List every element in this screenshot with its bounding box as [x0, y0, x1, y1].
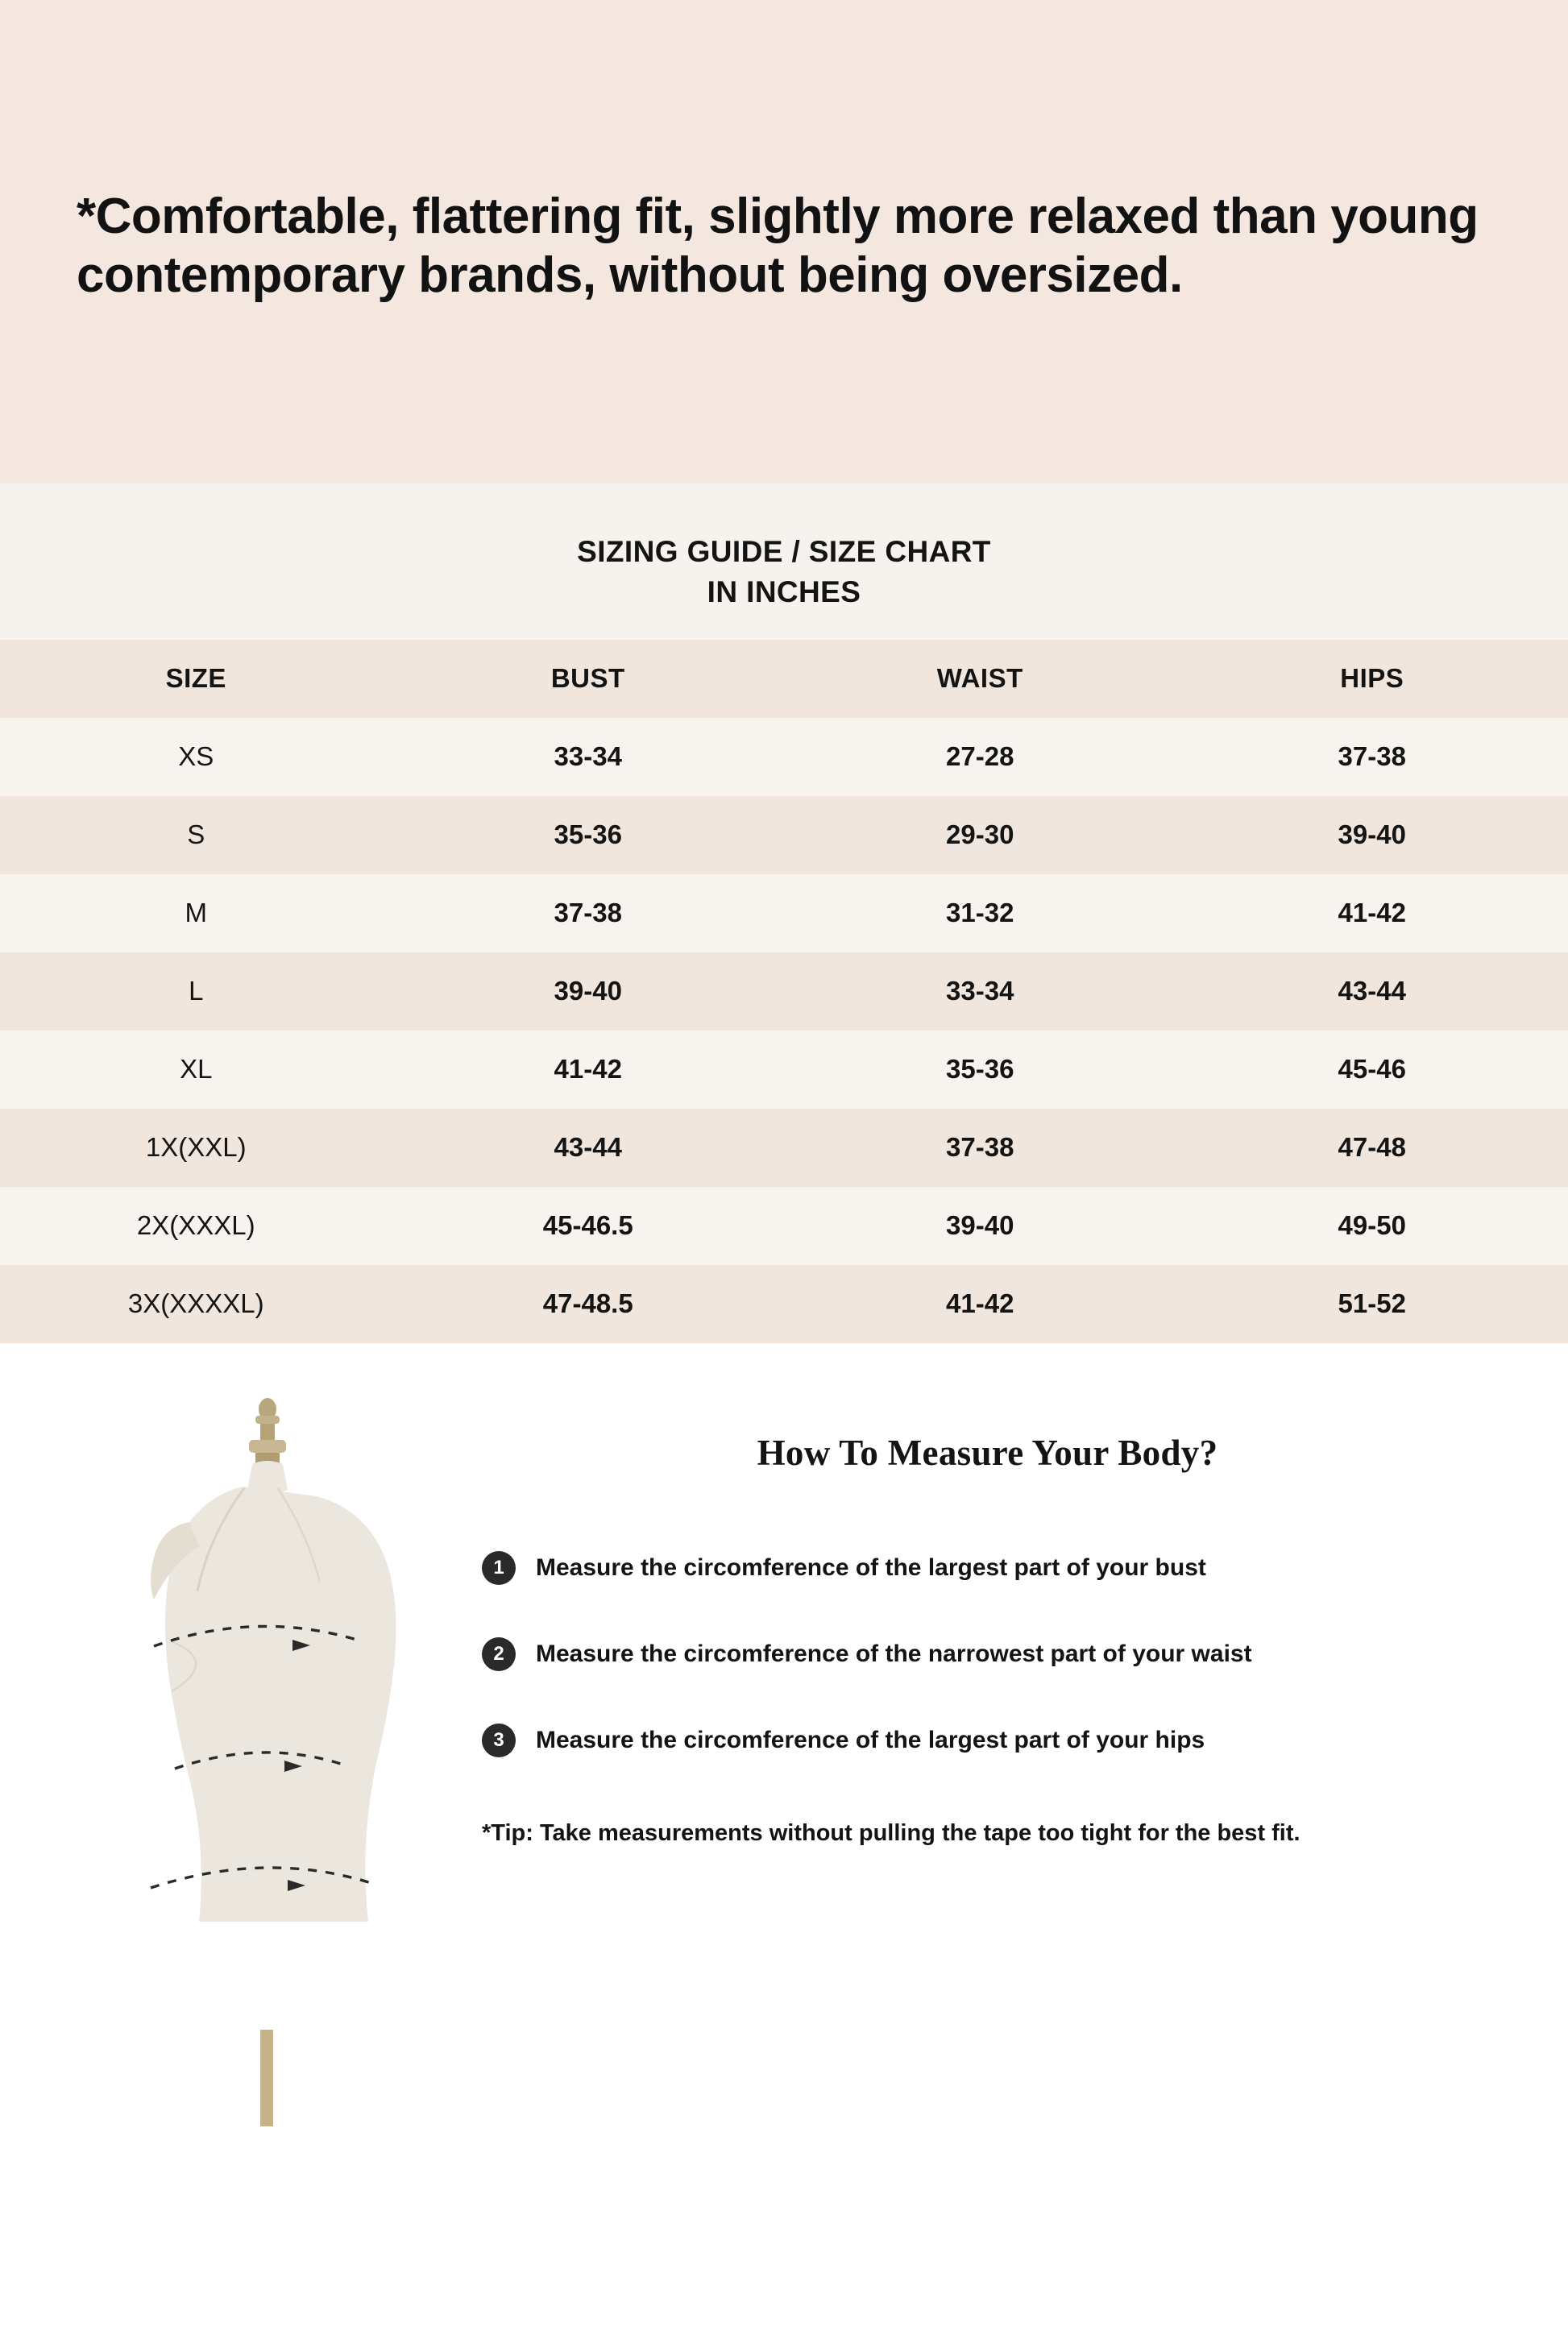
cell-bust: 45-46.5 [542, 1210, 633, 1241]
cell-bust: 35-36 [554, 819, 622, 850]
table-row [0, 952, 1568, 1031]
column-header-size: SIZE [165, 663, 226, 694]
measure-steps-list [455, 1551, 1520, 1757]
cell-waist: 29-30 [946, 819, 1014, 850]
cell-waist: 35-36 [946, 1054, 1014, 1085]
cell-hips: 37-38 [1338, 741, 1406, 772]
cell-size: XS [178, 741, 214, 772]
cell-bust: 39-40 [554, 976, 622, 1006]
cell-hips: 45-46 [1338, 1054, 1406, 1085]
size-chart-table [0, 640, 1568, 1343]
table-row [0, 1109, 1568, 1187]
cell-waist: 31-32 [946, 898, 1014, 928]
table-header-row [0, 640, 1568, 718]
cell-size: L [189, 976, 204, 1006]
table-row [0, 718, 1568, 796]
table-body [0, 718, 1568, 1343]
mannequin-illustration [77, 1385, 455, 2126]
step-text: Measure the circomference of the narrowest part of your waist [536, 1641, 1252, 1668]
cell-size: M [185, 898, 207, 928]
intro-text: *Comfortable, flattering fit, slightly more relaxed than young contemporary brands, without being oversized. [77, 189, 1479, 304]
cell-bust: 47-48.5 [542, 1288, 633, 1319]
table-row [0, 1265, 1568, 1343]
step-text: Measure the circomference of the largest part of your bust [536, 1554, 1206, 1582]
cell-bust: 43-44 [554, 1132, 622, 1163]
cell-hips: 51-52 [1338, 1288, 1406, 1319]
column-header-hips: HIPS [1340, 663, 1404, 694]
size-chart-title-line2: IN INCHES [707, 575, 861, 608]
cell-waist: 27-28 [946, 741, 1014, 772]
measure-title: How To Measure Your Body? [757, 1432, 1218, 1473]
size-chart-title [0, 532, 1568, 612]
cell-hips: 39-40 [1338, 819, 1406, 850]
step-number-badge: 1 [482, 1551, 516, 1585]
cell-hips: 43-44 [1338, 976, 1406, 1006]
cell-hips: 41-42 [1338, 898, 1406, 928]
column-header-bust: BUST [550, 663, 625, 694]
cell-size: XL [180, 1054, 213, 1085]
cell-size: 2X(XXXL) [136, 1210, 255, 1241]
cell-size: 1X(XXL) [145, 1132, 247, 1163]
list-item [455, 1724, 1520, 1757]
size-chart-header [0, 483, 1568, 640]
cell-bust: 41-42 [554, 1054, 622, 1085]
cell-bust: 37-38 [554, 898, 622, 928]
cell-hips: 47-48 [1338, 1132, 1406, 1163]
cell-size: S [187, 819, 205, 850]
measure-tip: *Tip: Take measurements without pulling the tape too tight for the best fit. [482, 1819, 1300, 1846]
cell-waist: 41-42 [946, 1288, 1014, 1319]
cell-hips: 49-50 [1338, 1210, 1406, 1241]
table-row [0, 796, 1568, 874]
cell-waist: 37-38 [946, 1132, 1014, 1163]
cell-size: 3X(XXXXL) [127, 1288, 264, 1319]
how-to-measure-section [0, 1343, 1568, 2132]
list-item [455, 1637, 1520, 1671]
column-header-waist: WAIST [936, 663, 1023, 694]
cell-bust: 33-34 [554, 741, 622, 772]
step-text: Measure the circomference of the largest part of your hips [536, 1727, 1205, 1754]
step-number-badge: 2 [482, 1637, 516, 1671]
measure-instructions [455, 1343, 1520, 1847]
table-row [0, 874, 1568, 952]
list-item [455, 1551, 1520, 1585]
intro-banner [0, 0, 1568, 483]
cell-waist: 33-34 [946, 976, 1014, 1006]
step-number-badge: 3 [482, 1724, 516, 1757]
table-header [0, 640, 1568, 718]
size-chart-title-line1: SIZING GUIDE / SIZE CHART [577, 535, 991, 568]
table-row [0, 1031, 1568, 1109]
cell-waist: 39-40 [946, 1210, 1014, 1241]
table-row [0, 1187, 1568, 1265]
